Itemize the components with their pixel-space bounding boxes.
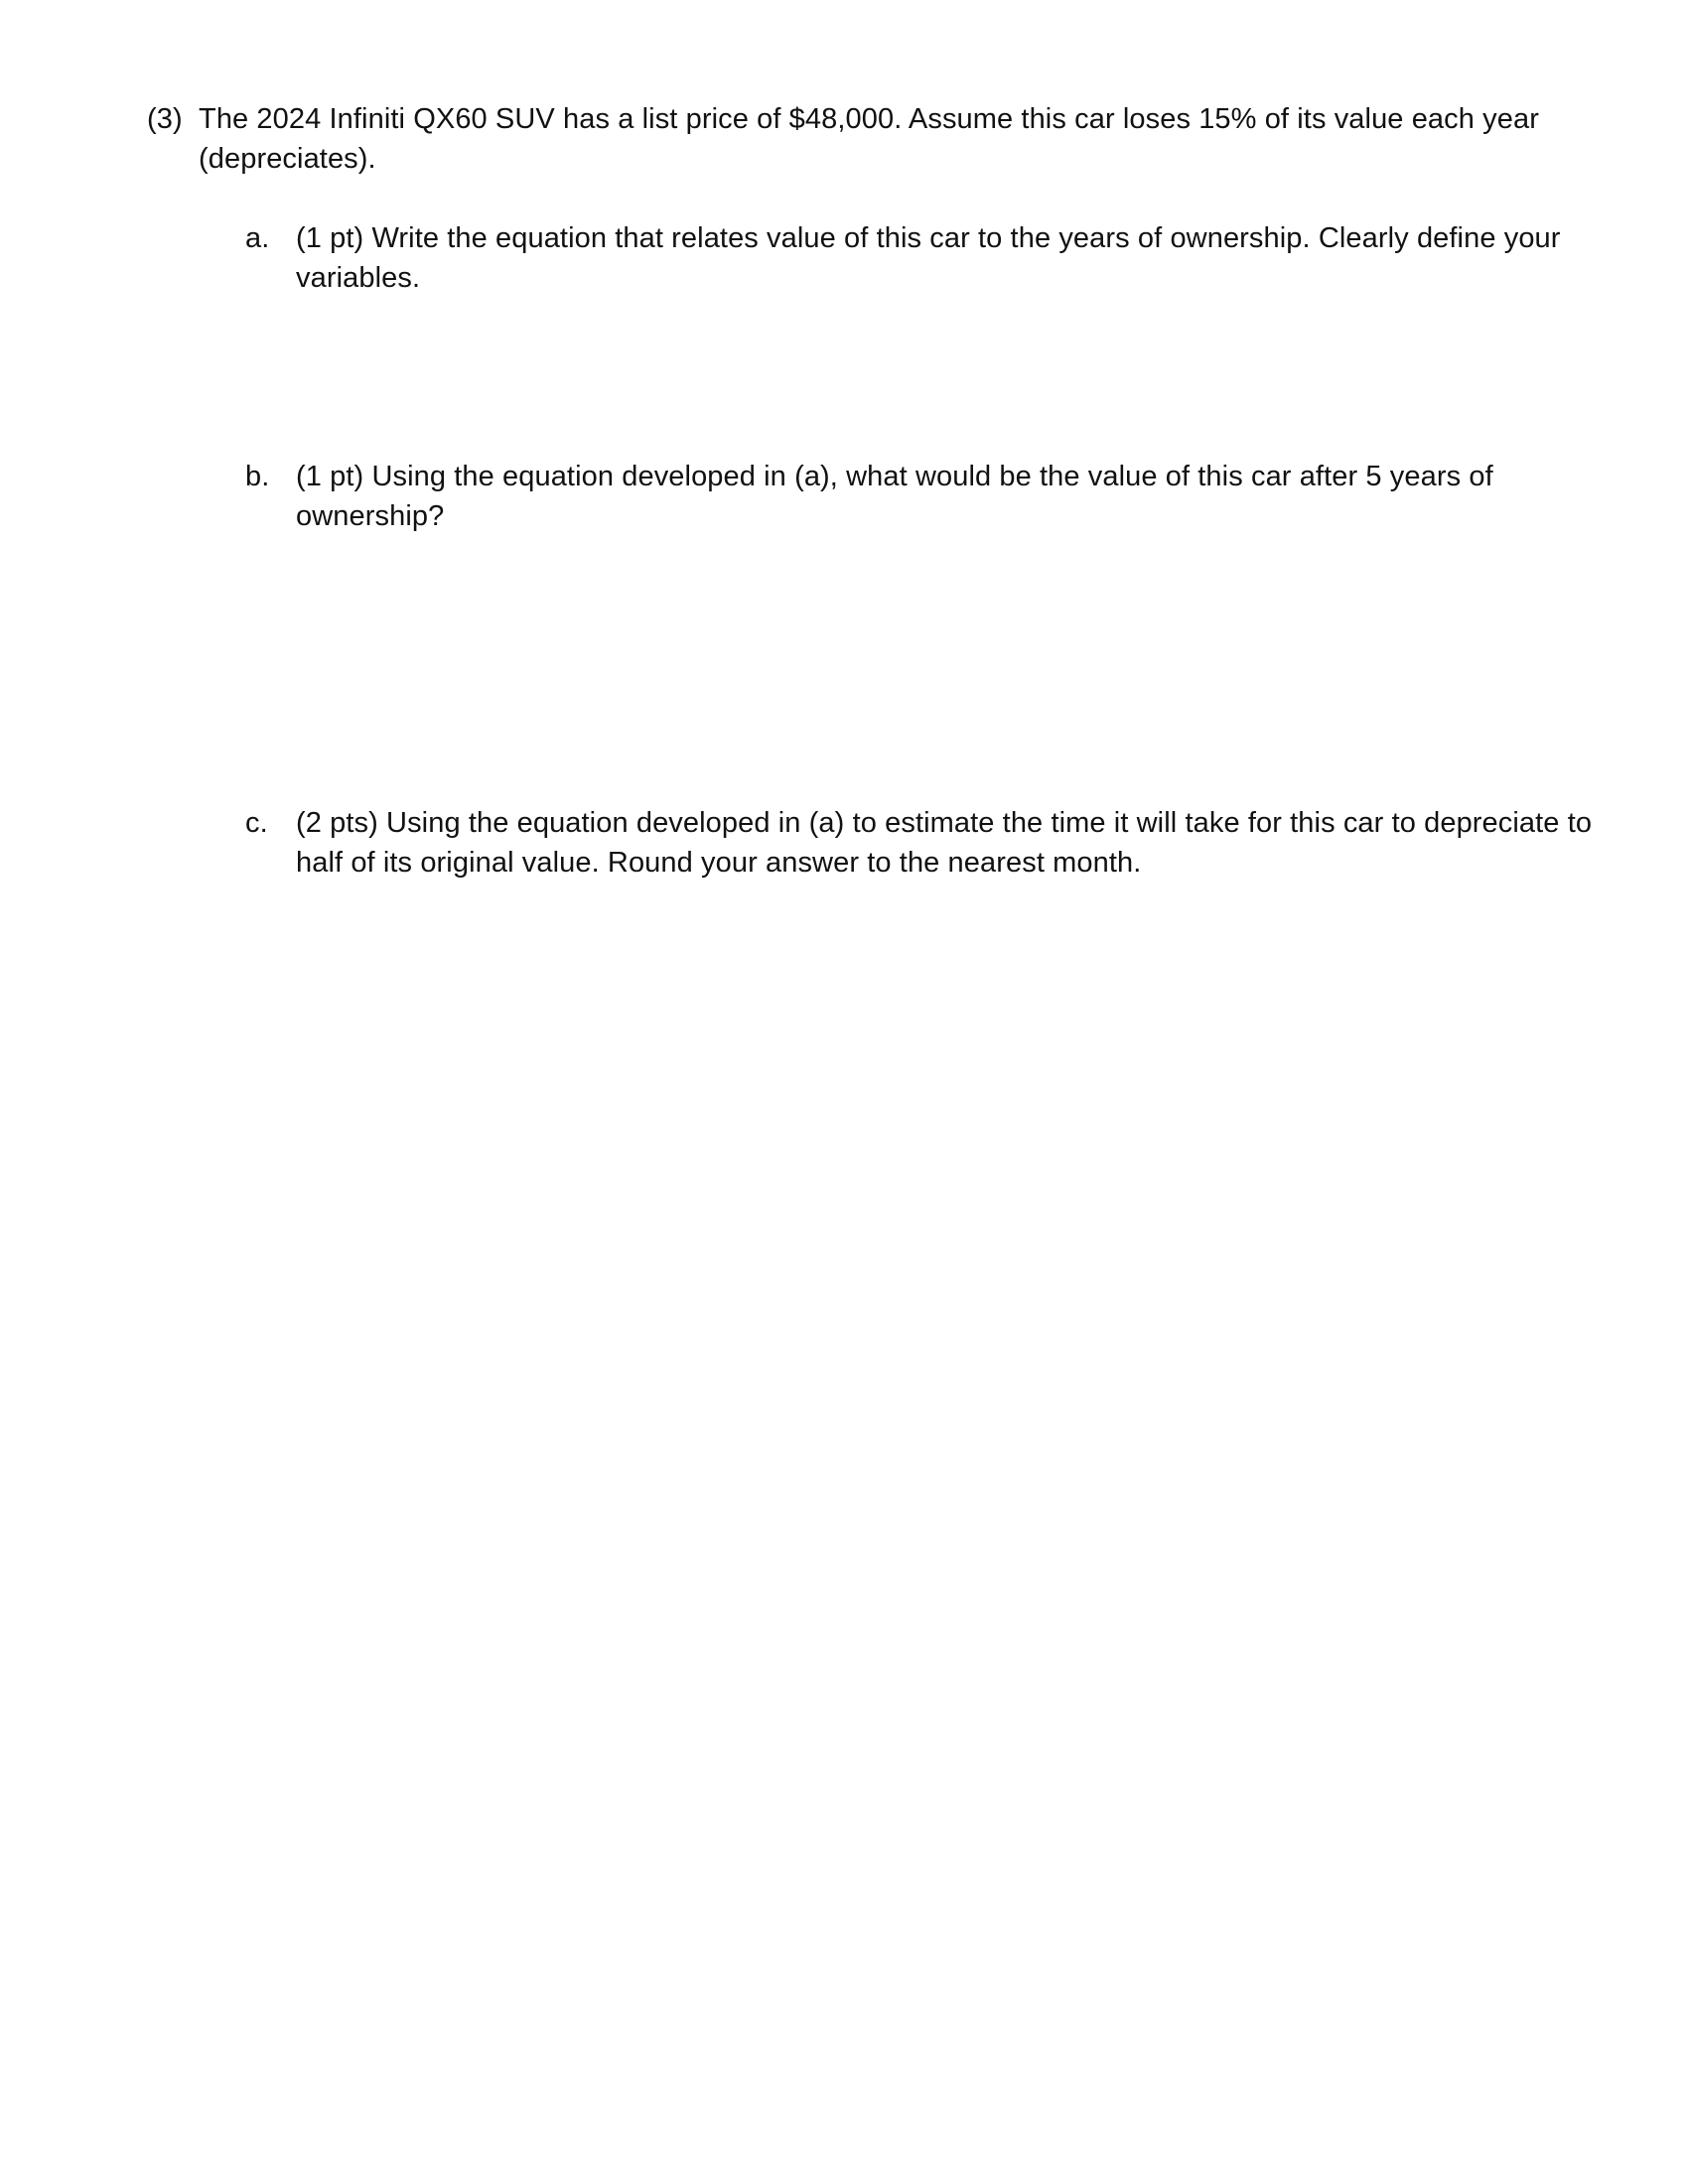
part-a-text-line1: (1 pt) Write the equation that relates value of this car to the years of ownership. Clearly define your [296,222,1561,254]
part-a-letter: a. [245,222,270,254]
part-c-text-line2: half of its original value. Round your answer to the nearest month. [296,847,1142,879]
part-c-text-line1: (2 pts) Using the equation developed in (a) to estimate the time it will take for this car to depreciate to [296,807,1593,839]
part-b-text-line2: ownership? [296,500,445,532]
part-a-text-line2: variables. [296,262,421,294]
part-c-letter: c. [245,807,268,839]
question-text-line1: The 2024 Infiniti QX60 SUV has a list price of $48,000. Assume this car loses 15% of its value each year [199,103,1539,135]
question-number: (3) [147,103,183,135]
part-b-text-line1: (1 pt) Using the equation developed in (a), what would be the value of this car after 5 years of [296,461,1493,492]
part-b-letter: b. [245,461,270,492]
question-text-line2: (depreciates). [199,143,376,175]
